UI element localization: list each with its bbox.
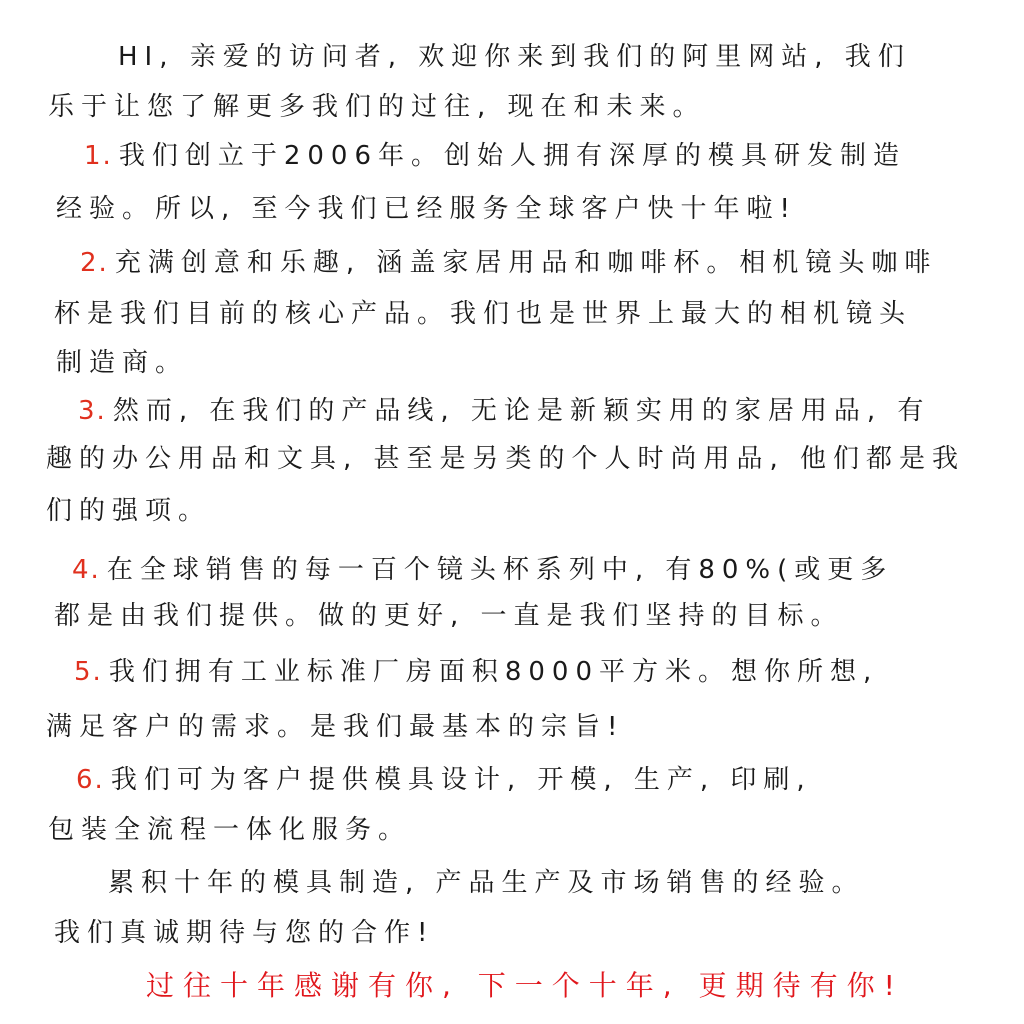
point-4-line-2: 都是由我们提供。做的更好, 一直是我们坚持的目标。 <box>54 601 844 631</box>
point-2-line-2: 杯是我们目前的核心产品。我们也是世界上最大的相机镜头 <box>54 299 913 329</box>
point-1-line-1: 我们创立于2006年。创始人拥有深厚的模具研发制造 <box>118 141 906 171</box>
point-4-number: 4. <box>72 555 101 585</box>
point-2-line-1: 充满创意和乐趣, 涵盖家居用品和咖啡杯。相机镜头咖啡 <box>114 248 938 278</box>
point-5-number: 5. <box>74 657 103 687</box>
point-6-number: 6. <box>76 765 105 795</box>
point-3-line-3: 们的强项。 <box>46 496 212 526</box>
point-5-line-2: 满足客户的需求。是我们最基本的宗旨! <box>46 712 625 742</box>
closing-slogan: 过往十年感谢有你, 下一个十年, 更期待有你! <box>146 969 904 1002</box>
point-5-line-1: 我们拥有工业标准厂房面积8000平方米。想你所想, <box>108 657 879 687</box>
intro-line-2: 乐于让您了解更多我们的过往, 现在和未来。 <box>48 92 706 122</box>
intro-line-1: HI, 亲爱的访问者, 欢迎你来到我们的阿里网站, 我们 <box>118 42 911 72</box>
summary-line-1: 累积十年的模具制造, 产品生产及市场销售的经验。 <box>108 868 865 898</box>
point-4-line-1: 在全球销售的每一百个镜头杯系列中, 有80%(或更多 <box>106 555 894 585</box>
point-1-line-2: 经验。所以, 至今我们已经服务全球客户快十年啦! <box>56 194 797 224</box>
point-3-line-2: 趣的办公用品和文具, 甚至是另类的个人时尚用品, 他们都是我 <box>46 444 966 474</box>
summary-line-2: 我们真诚期待与您的合作! <box>54 918 435 948</box>
point-2-line-3: 制造商。 <box>56 348 189 378</box>
point-1-number: 1. <box>84 141 113 171</box>
point-6-line-2: 包装全流程一体化服务。 <box>48 815 412 845</box>
point-2-number: 2. <box>80 248 109 278</box>
point-3-line-1: 然而, 在我们的产品线, 无论是新颖实用的家居用品, 有 <box>112 396 931 426</box>
point-6-line-1: 我们可为客户提供模具设计, 开模, 生产, 印刷, <box>110 765 812 795</box>
point-3-number: 3. <box>78 396 107 426</box>
